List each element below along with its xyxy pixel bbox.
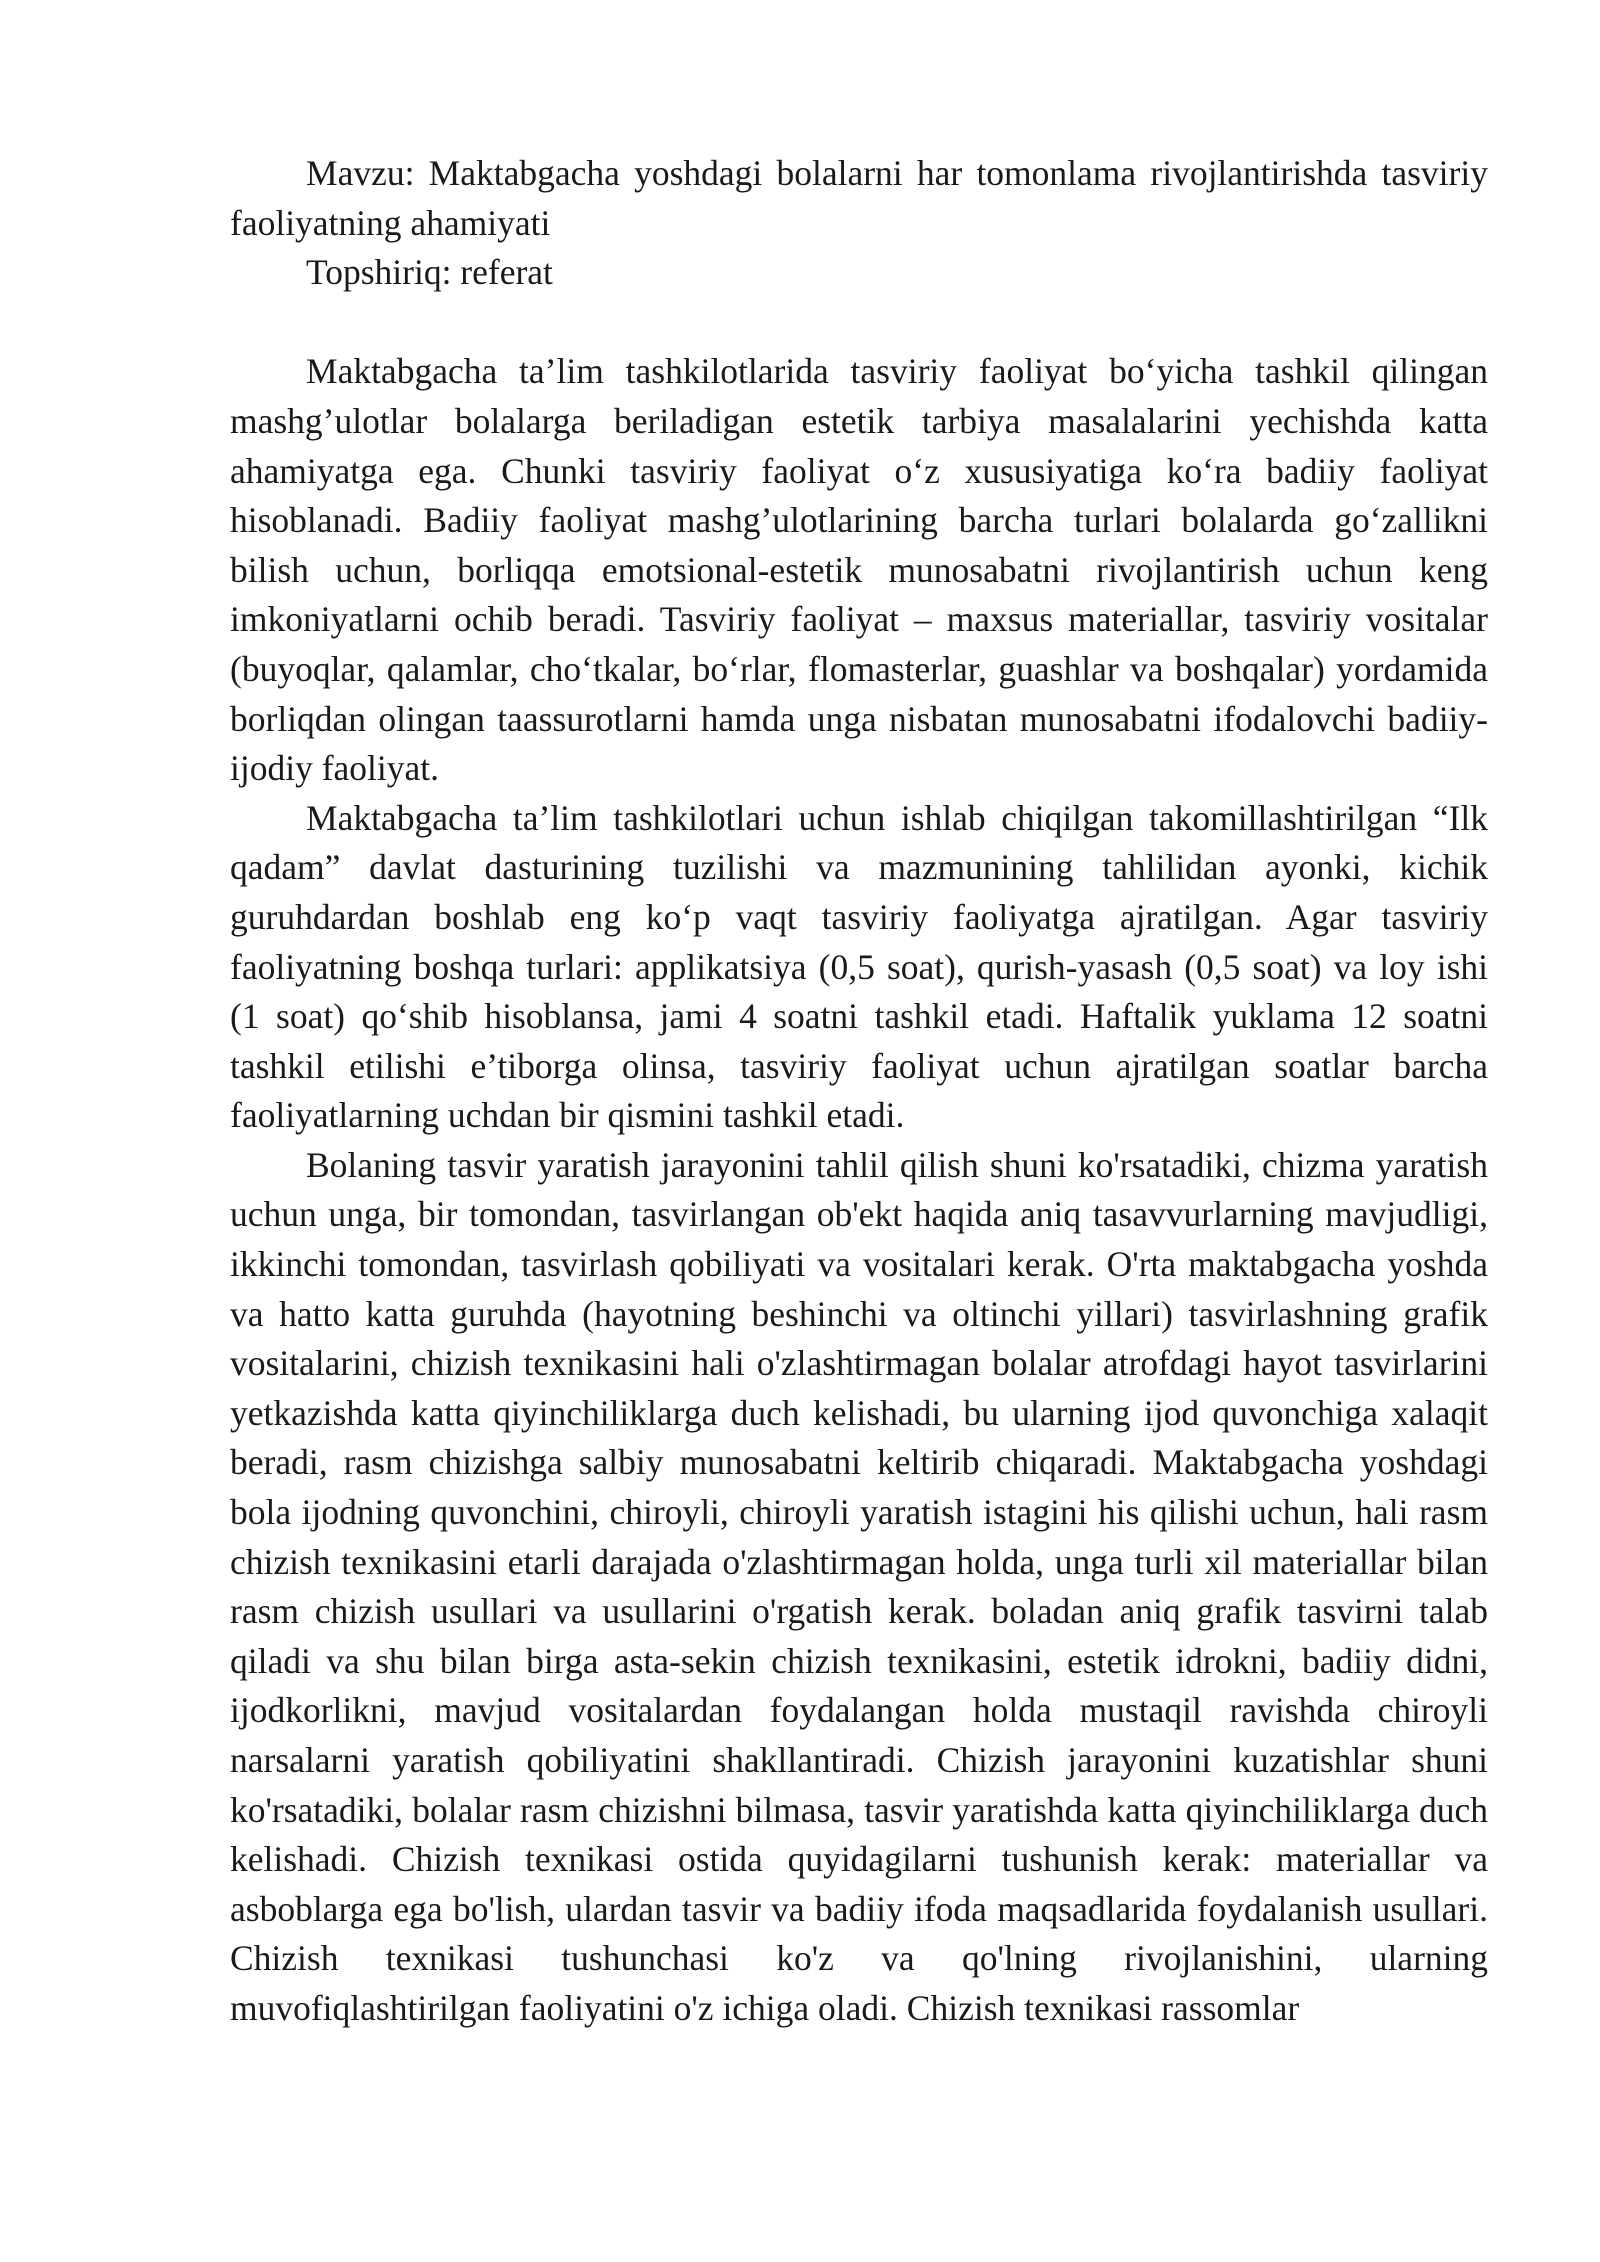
assignment-line: Topshiriq: referat (306, 252, 553, 293)
topic-line: Mavzu: Maktabgacha yoshdagi bolalarni har tomonlama rivojlantirishda tasviriy faoliyatning ahamiyati (230, 153, 1488, 243)
blank-line (230, 298, 1488, 348)
body-paragraph-3: Bolaning tasvir yaratish jarayonini tahlil qilish shuni ko'rsatadiki, chizma yaratish uchun unga, bir tomondan, tasvirlangan ob'ekt haqida aniq tasavvurlarning mavjudligi, ikkinchi tomondan, tasvirlash qobiliyati va vositalari kerak. O'rta maktabgacha yoshda va hatto katta guruhda (hayotning beshinchi va oltinchi yillari) tasvirlashning grafik vositalarini, chizish texnikasini hali o'zlashtirmagan bolalar atrofdagi hayot tasvirlarini yetkazishda katta qiyinchiliklarga duch kelishadi, bu ularning ijod quvonchiga xalaqit beradi, rasm chizishga salbiy munosabatni keltirib chiqaradi. Maktabgacha yoshdagi bola ijodning quvonchini, chiroyli, chiroyli yaratish istagini his qilishi uchun, hali rasm chizish texnikasini etarli darajada o'zlashtirmagan holda, unga turli xil materiallar bilan rasm chizish usullari va usullarini o'rgatish kerak. boladan aniq grafik tasvirni talab qiladi va shu bilan birga asta-sekin chizish texnikasini, estetik idrokni, badiiy didni, ijodkorlikni, mavjud vositalardan foydalangan holda mustaqil ravishda chiroyli narsalarni yaratish qobiliyatini shakllantiradi. Chizish jarayonini kuzatishlar shuni ko'rsatadiki, bolalar rasm chizishni bilmasa, tasvir yaratishda katta qiyinchiliklarga duch kelishadi. Chizish texnikasi ostida quyidagilarni tushunish kerak: materiallar va asboblarga ega bo'lish, ulardan tasvir va badiiy ifoda maqsadlarida foydalanish usullari. Chizish texnikasi tushunchasi ko'z va qo'lning rivojlanishini, ularning muvofiqlashtirilgan faoliyatini o'z ichiga oladi. Chizish texnikasi rassomlar (230, 1144, 1488, 2028)
document-page (230, 149, 1488, 2034)
body-paragraph-1: Maktabgacha ta’lim tashkilotlarida tasviriy faoliyat bo‘yicha tashkil qilingan mashg’ulotlar bolalarga beriladigan estetik tarbiya masalalarini yechishda katta ahamiyatga ega. Chunki tasviriy faoliyat o‘z xususiyatiga ko‘ra badiiy faoliyat hisoblanadi. Badiiy faoliyat mashg’ulotlarining barcha turlari bolalarda go‘zallikni bilish uchun, borliqqa emotsional-estetik munosabatni rivojlantirish uchun keng imkoniyatlarni ochib beradi. Tasviriy faoliyat – maxsus materiallar, tasviriy vositalar (buyoqlar, qalamlar, cho‘tkalar, bo‘rlar, flomasterlar, guashlar va boshqalar) yordamida borliqdan olingan taassurotlarni hamda unga nisbatan munosabatni ifodalovchi badiiy-ijodiy faoliyat. (230, 351, 1488, 789)
body-paragraph-2: Maktabgacha ta’lim tashkilotlari uchun ishlab chiqilgan takomillashtirilgan “Ilk qadam” davlat dasturining tuzilishi va mazmunining tahlilidan ayonki, kichik guruhdardan boshlab eng ko‘p vaqt tasviriy faoliyatga ajratilgan. Agar tasviriy faoliyatning boshqa turlari: applikatsiya (0,5 soat), qurish-yasash (0,5 soat) va loy ishi (1 soat) qo‘shib hisoblansa, jami 4 soatni tashkil etadi. Haftalik yuklama 12 soatni tashkil etilishi e’tiborga olinsa, tasviriy faoliyat uchun ajratilgan soatlar barcha faoliyatlarning uchdan bir qismini tashkil etadi. (230, 797, 1488, 1136)
